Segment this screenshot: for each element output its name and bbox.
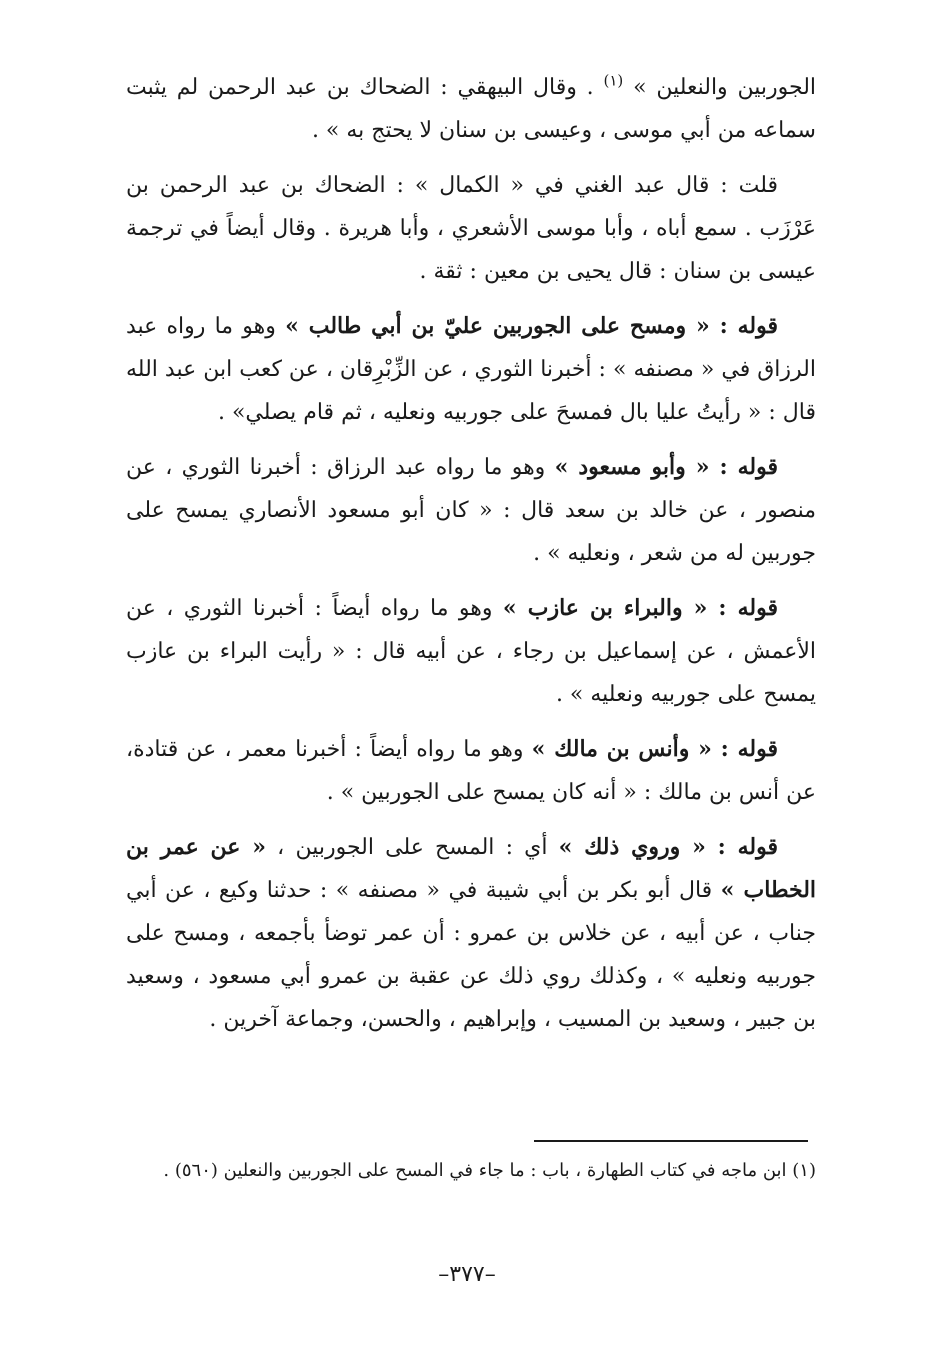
paragraph-1 (126, 66, 816, 152)
p3-text: وهو ما رواه عبد الرزاق في « مصنفه » : أخبرنا الثوري ، عن الزِّبْرِقان ، عن كعب ابن عبد الله قال : « رأيتُ عليا بال فمسحَ على جوربيه ونعليه ، ثم قام يصلي» . (126, 314, 816, 425)
paragraph-5 (126, 587, 816, 716)
p7-text-a: أي : المسح على الجوربين ، (277, 835, 548, 860)
p6-quote: قوله : « وأنس بن مالك » (531, 736, 778, 762)
footnote-1: (١) ابن ماجه في كتاب الطهارة ، باب : ما جاء في المسح على الجوربين والنعلين (٥٦٠) . (163, 1160, 816, 1181)
p2-text: قلت : قال عبد الغني في « الكمال » : الضحاك بن عبد الرحمن بن عَرْزَب . سمع أباه ، وأبا موسى الأشعري ، وأبا هريرة . وقال أيضاً في ترجمة عيسى بن سنان : قال يحيى بن معين : ثقة . (126, 173, 816, 284)
paragraph-6 (126, 728, 816, 814)
p1-text-a: الجوربين والنعلين » (633, 75, 817, 100)
p5-quote: قوله : « والبراء بن عازب » (502, 595, 778, 621)
p7-quote-a: قوله : « وروي ذلك » (558, 834, 778, 860)
p7-quote-b: « عن عمر بن الخطاب » (126, 834, 817, 903)
p4-text: وهو ما رواه عبد الرزاق : أخبرنا الثوري ، عن منصور ، عن خالد بن سعد قال : « كان أبو مسعود الأنصاري يمسح على جوربين له من شعر ، ونعليه » . (126, 455, 817, 566)
p6-text: وهو ما رواه أيضاً : أخبرنا معمر ، عن قتادة، عن أنس بن مالك : « أنه كان يمسح على الجوربين » . (126, 737, 816, 805)
paragraph-7 (126, 826, 816, 1041)
p5-text: وهو ما رواه أيضاً : أخبرنا الثوري ، عن الأعمش ، عن إسماعيل بن رجاء ، عن أبيه قال : « رأيت البراء بن عازب يمسح على جوربيه ونعليه » . (126, 596, 816, 707)
p1-text-b: . وقال البيهقي : الضحاك بن عبد الرحمن لم يثبت سماعه من أبي موسى ، وعيسى بن سنان لا يحتج به » . (126, 75, 816, 143)
p4-quote: قوله : « وأبو مسعود » (554, 454, 778, 480)
footnote-ref-1: (١) (603, 71, 624, 90)
paragraph-4 (126, 446, 816, 575)
p7-text-b: قال أبو بكر بن أبي شيبة في « مصنفه » : حدثنا وكيع ، عن أبي جناب ، عن أبيه ، عن خلاس بن عمرو : أن عمر توضأ بأجمعه ، ومسح على جوربيه ونعليه » ، وكذلك روي ذلك عن عقبة بن عمرو أبي مسعود ، وسعيد بن جبير ، وسعيد بن المسيب ، وإبراهيم ، والحسن، وجماعة آخرين . (126, 878, 816, 1032)
page-number: –٣٧٧– (438, 1262, 496, 1287)
footnotes (126, 1154, 816, 1200)
footnote-separator (534, 1140, 808, 1142)
paragraph-3 (126, 305, 816, 434)
p3-quote: قوله : « ومسح على الجوربين عليّ بن أبي طالب » (285, 313, 778, 339)
main-text (126, 66, 816, 1053)
paragraph-2 (126, 164, 816, 293)
